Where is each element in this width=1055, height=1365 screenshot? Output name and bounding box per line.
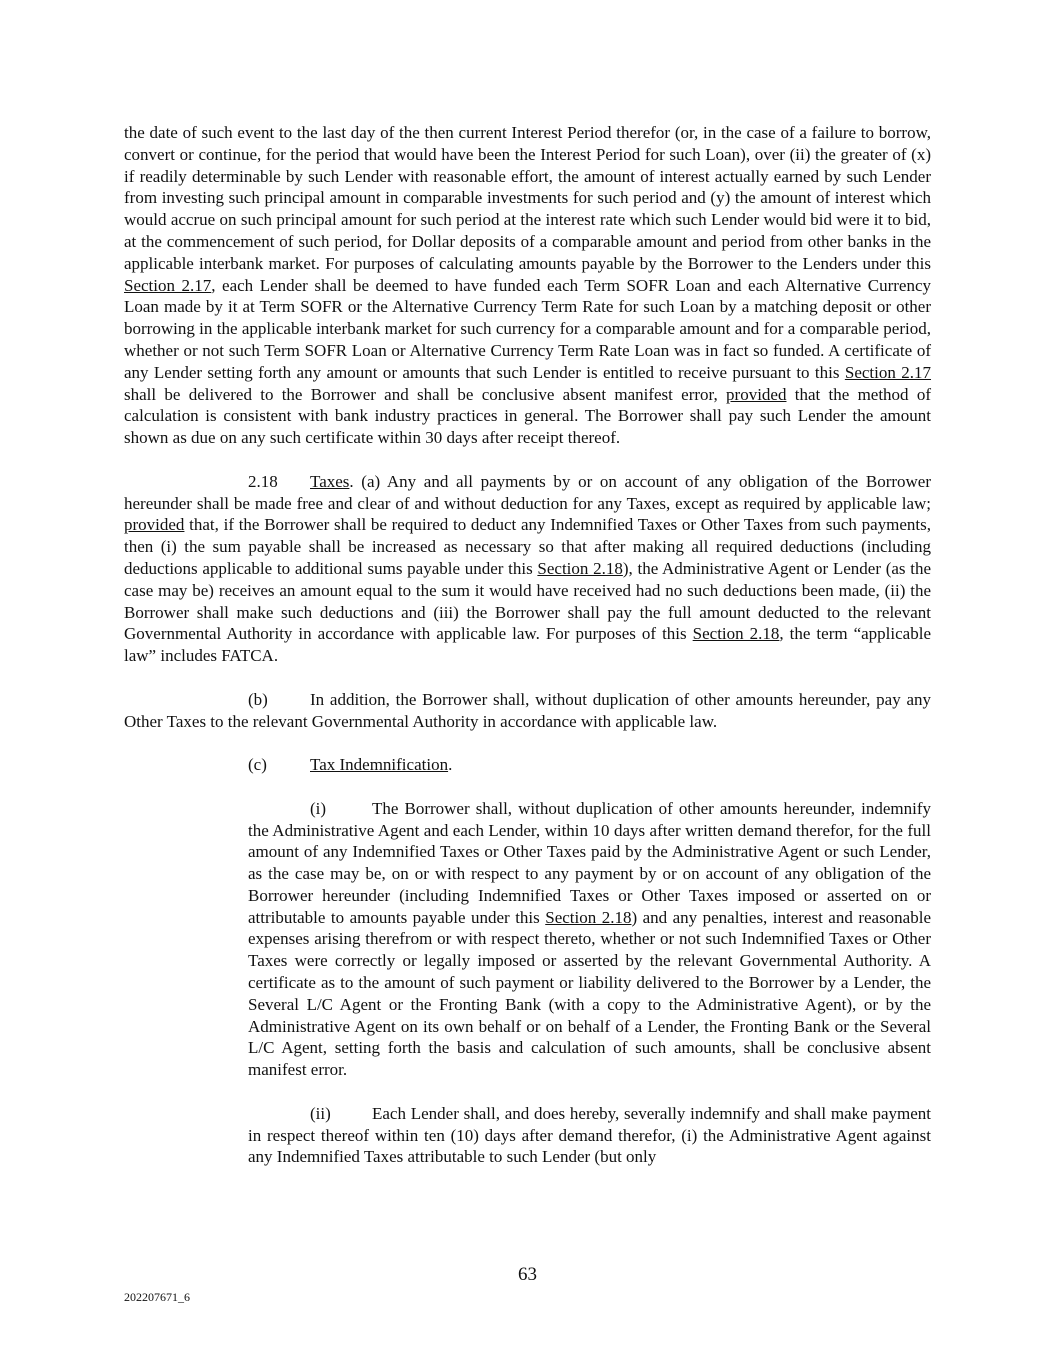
section-reference: Section 2.17 — [844, 362, 931, 382]
document-page — [124, 122, 931, 1168]
section-reference: Section 2.18 — [692, 624, 780, 644]
section-2-18-text-4: , the term “applicable law” includes FATCA. — [124, 624, 931, 666]
continuation-text-4: that the method of calculation is consistent with bank industry practices in general. The Borrower shall pay such Lender the amount shown as due on any such certificate within 30 days after receipt thereof. — [124, 384, 931, 448]
paragraph-b-label: (b) — [248, 689, 268, 709]
section-2-18-text-1: . (a) Any and all payments by or on account of any obligation of the Borrower hereunder shall be made free and clear of and without deduction for any Taxes, except as required by applicable law; — [124, 471, 931, 513]
paragraph-c-i-text-1: The Borrower shall, without duplication of other amounts hereunder, indemnify the Administrative Agent and each Lender, within 10 days after written demand therefor, for the full amount of any Indemnified Taxes or Other Taxes paid by the Administrative Agent or such Lender, as the case may be, on or with respect to any payment by or on account of any obligation of the Borrower hereunder (including Indemnified Taxes or Other Taxes imposed or asserted on or attributable to amounts payable under this — [248, 798, 931, 927]
document-id: 202207671_6 — [124, 1290, 190, 1304]
continuation-paragraph — [124, 122, 931, 449]
paragraph-c — [124, 754, 931, 776]
paragraph-c-label: (c) — [248, 755, 267, 775]
section-2-18-text-3: ), the Administrative Agent or Lender (as the case may be) receives an amount equal to the sum it would have received had no such deductions been made, (ii) the Borrower shall make such deductions and (iii) the Borrower shall pay the full amount deducted to the relevant Governmental Authority in accordance with applicable law. For purposes of this — [124, 558, 931, 644]
paragraph-c-heading: Tax Indemnification — [310, 755, 449, 775]
section-reference: Section 2.18 — [537, 558, 623, 578]
paragraph-c-i-text-2: ) and any penalties, interest and reasonable expenses arising therefrom or with respect thereto, whether or not such Indemnified Taxes or Other Taxes were correctly or legally imposed or asserted by the relevant Governmental Authority. A certificate as to the amount of such payment or liability delivered to the Borrower by a Lender, the Several L/C Agent or the Fronting Bank (with a copy to the Administrative Agent), or by the Administrative Agent on its own behalf or on behalf of a Lender, the Fronting Bank or the Several L/C Agent, setting forth the basis and calculation of such amounts, shall be conclusive absent manifest error. — [248, 907, 931, 1080]
section-2-18-text-2: that, if the Borrower shall be required to deduct any Indemnified Taxes or Other Taxes from such payments, then (i) the sum payable shall be increased as necessary so that after making all required deductions (including deductions applicable to additional sums payable under this — [124, 515, 931, 578]
paragraph-c-ii-label: (ii) — [310, 1103, 331, 1123]
section-reference: Section 2.17 — [124, 275, 212, 295]
paragraph-c-period: . — [448, 755, 453, 775]
paragraph-b-text: In addition, the Borrower shall, without duplication of other amounts hereunder, pay any Other Taxes to the relevant Governmental Authority in accordance with applicable law. — [124, 689, 931, 731]
continuation-text-1: the date of such event to the last day of the then current Interest Period therefor (or, in the case of a failure to borrow, convert or continue, for the period that would have been the Interest Period for such Loan), over (ii) the greater of (x) if readily determinable by such Lender with reasonable effort, the amount of interest actually earned by such Lender from investing such principal amount in comparable investments for such period and (y) the amount of interest which would accrue on such principal amount for such period at the interest rate which such Lender would bid were it to bid, at the commencement of such period, for Dollar deposits of a comparable amount and period from other banks in the applicable interbank market. For purposes of calculating amounts payable by the Borrower to the Lenders under this — [124, 123, 931, 273]
paragraph-c-ii — [248, 1103, 931, 1168]
page-number: 63 — [518, 1264, 537, 1285]
paragraph-b — [124, 689, 931, 733]
indented-subparagraphs — [248, 798, 931, 1169]
continuation-text-3: shall be delivered to the Borrower and shall be conclusive absent manifest error, — [124, 384, 727, 404]
provided-term: provided — [124, 515, 185, 535]
section-reference: Section 2.18 — [545, 907, 632, 927]
section-heading: Taxes — [310, 471, 350, 491]
section-number: 2.18 — [248, 471, 278, 491]
paragraph-c-i-label: (i) — [310, 798, 327, 818]
provided-term: provided — [726, 384, 787, 404]
paragraph-c-ii-text: Each Lender shall, and does hereby, severally indemnify and shall make payment in respect thereof within ten (10) days after demand therefor, (i) the Administrative Agent against any Indemnified Taxes attributable to such Lender (but only — [248, 1103, 931, 1167]
section-2-18-paragraph — [124, 471, 931, 667]
continuation-text-2: , each Lender shall be deemed to have funded each Term SOFR Loan and each Alternative Currency Loan made by it at Term SOFR or the Alternative Currency Term Rate for such Loan by a matching deposit or other borrowing in the applicable interbank market for such currency for a comparable amount and for a comparable period, whether or not such Term SOFR Loan or Alternative Currency Term Rate Loan was in fact so funded. A certificate of any Lender setting forth any amount or amounts that such Lender is entitled to receive pursuant to this — [124, 275, 931, 382]
paragraph-c-i — [248, 798, 931, 1081]
